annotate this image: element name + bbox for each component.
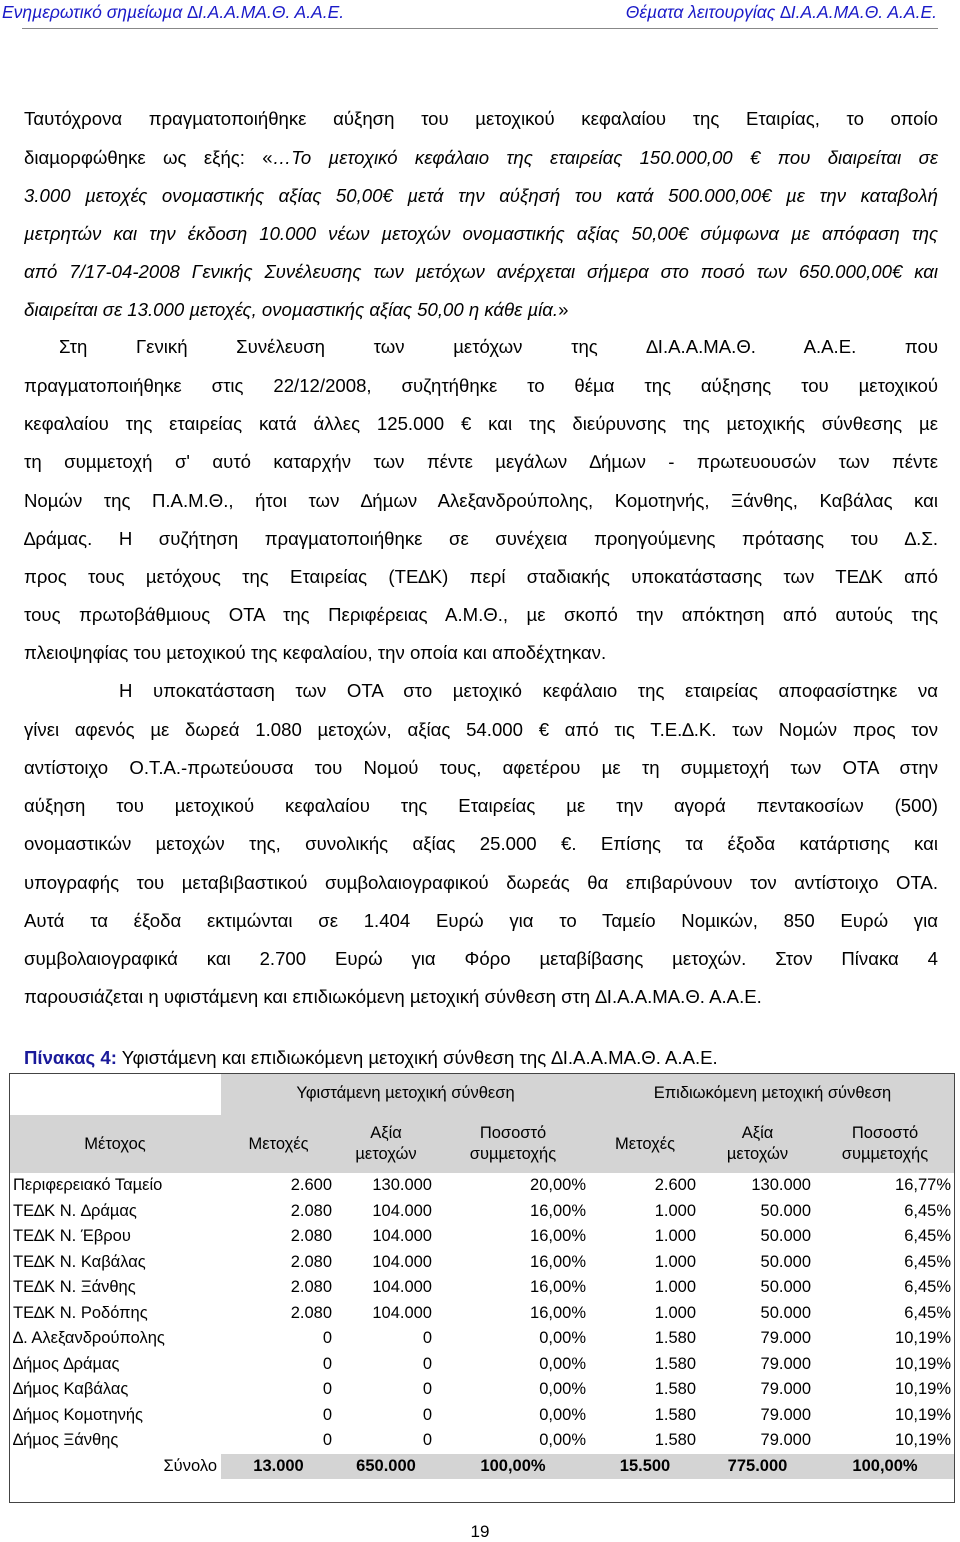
table-total-row: [9, 1454, 955, 1480]
col-header-pct-target: [815, 1115, 955, 1173]
paragraph-2-line-9: πλειοψηφίας του µετοχικού της κεφαλαίου, την οποία και αποδέχτηκαν.: [24, 642, 607, 663]
cell-holder: ΤΕ∆Κ Ν. Ροδόπης: [13, 1303, 148, 1322]
cell-holder: ∆. Αλεξανδρούπολης: [13, 1329, 165, 1347]
table-row: [9, 1352, 955, 1378]
cell-pct-target: 10,19%: [895, 1405, 951, 1424]
cell-shares-target: 1.580: [654, 1354, 696, 1373]
cell-shares-current: 0: [322, 1405, 332, 1424]
cell-value-target: 50.000: [760, 1201, 811, 1220]
col-header-value-target-line2: µετοχών: [726, 1145, 789, 1163]
cell-value-target: 79.000: [760, 1329, 811, 1347]
col-header-value-current-line2: µετοχών: [355, 1145, 417, 1163]
cell-value-target: 130.000: [751, 1176, 811, 1194]
paragraph-3-line-3: αντίστοιχο Ο.Τ.Α.-πρωτεύουσα του Νοµού τους, αφετέρου µε τη συµµετοχή των ΟΤΑ στην: [24, 757, 938, 778]
paragraph-3-line-8: συµβολαιογραφικά και 2.700 Ευρώ για Φόρο µεταβίβασης µετοχών. Στον Πίνακα 4: [24, 948, 938, 969]
cell-pct-current: 0,00%: [539, 1354, 586, 1373]
cell-pct-target: 10,19%: [895, 1431, 951, 1449]
table-row: [9, 1224, 955, 1250]
cell-shares-current: 0: [322, 1431, 332, 1449]
cell-value-target: 79.000: [760, 1405, 811, 1424]
col-header-pct-current: [436, 1115, 590, 1173]
paragraph-1-line-2: [24, 146, 938, 170]
col-header-pct-target-line2: συµµετοχής: [841, 1145, 929, 1163]
col-header-pct-current-line2: συµµετοχής: [469, 1145, 557, 1163]
table-caption-text: Υφιστάµενη και επιδιωκόµενη µετοχική σύνθεση της ∆Ι.Α.Α.ΜΑ.Θ. Α.Α.Ε.: [116, 1047, 718, 1068]
cell-pct-target: 10,19%: [895, 1380, 951, 1398]
table-column-header-row: [9, 1115, 955, 1173]
cell-pct-target: 6,45%: [904, 1227, 951, 1245]
cell-shares-target: 1.000: [654, 1227, 696, 1245]
cell-value-target: 79.000: [760, 1354, 811, 1373]
cell-value-current: 130.000: [372, 1176, 432, 1194]
total-shares-target: 15.500: [590, 1454, 700, 1480]
cell-holder: ∆ήµος ∆ράµας: [13, 1354, 120, 1373]
total-pct-target: 100,00%: [815, 1454, 955, 1480]
header-left-title: Ενηµερωτικό σηµείωµα ∆Ι.Α.Α.ΜΑ.Θ. Α.Α.Ε.: [2, 2, 345, 22]
cell-shares-target: 1.000: [654, 1201, 696, 1220]
p1-l6-italic: διαιρείται σε 13.000 µετοχές, ονοµαστικής αξίας 50,00 η κάθε µία.: [24, 299, 559, 320]
cell-shares-current: 2.080: [290, 1201, 332, 1220]
page-header: [0, 0, 960, 34]
total-value-target: 775.000: [700, 1454, 815, 1480]
cell-value-current: 0: [422, 1431, 432, 1449]
cell-shares-current: 0: [322, 1380, 332, 1398]
col-header-value-target-line1: Αξία: [741, 1124, 774, 1142]
cell-shares-current: 0: [322, 1354, 332, 1373]
table-group-header-row: [9, 1073, 955, 1115]
paragraph-2-line-7: προς τους µετόχους της Εταιρείας (ΤΕ∆Κ) περί σταδιακής υποκατάστασης των ΤΕ∆Κ από: [24, 566, 938, 587]
cell-pct-target: 10,19%: [895, 1329, 951, 1347]
total-value-current: 650.000: [336, 1454, 436, 1480]
cell-pct-current: 16,00%: [530, 1201, 586, 1220]
group-header-target: Επιδιωκόµενη µετοχική σύνθεση: [590, 1073, 955, 1115]
cell-holder: ∆ήµος Ξάνθης: [13, 1431, 119, 1449]
paragraph-3-line-9: παρουσιάζεται η υφιστάµενη και επιδιωκόµενη µετοχική σύνθεση στη ∆Ι.Α.Α.ΜΑ.Θ. Α.Α.Ε.: [24, 986, 762, 1007]
cell-pct-target: 6,45%: [904, 1252, 951, 1271]
table-caption: [24, 1047, 718, 1069]
cell-pct-target: 6,45%: [904, 1303, 951, 1322]
paragraph-1-line-6: [24, 298, 938, 322]
paragraph-2-line-4: τη συµµετοχή σ' αυτό καταρχήν των πέντε µεγάλων ∆ήµων - πρωτευουσών των πέντε: [24, 451, 938, 472]
cell-shares-current: 2.080: [290, 1278, 332, 1296]
cell-pct-current: 0,00%: [539, 1405, 586, 1424]
col-header-pct-current-line1: Ποσοστό: [479, 1124, 547, 1142]
paragraph-3-line-6: υπογραφής του µεταβιβαστικού συµβολαιογραφικού δωρεάς θα επιβαρύνουν τον αντίστοιχο ΟΤΑ.: [24, 872, 938, 893]
cell-value-target: 79.000: [760, 1431, 811, 1449]
cell-shares-target: 1.580: [654, 1405, 696, 1424]
col-header-shares-current: Μετοχές: [221, 1115, 336, 1173]
paragraph-1-line-5: από 7/17-04-2008 Γενικής Συνέλευσης των µετόχων ανέρχεται σήµερα στο ποσό των 650.000,00€ και: [24, 261, 938, 282]
cell-value-current: 104.000: [372, 1227, 432, 1245]
col-header-value-target: [700, 1115, 815, 1173]
total-pct-current: 100,00%: [436, 1454, 590, 1480]
paragraph-3-line-7: Αυτά τα έξοδα εκτιµώνται σε 1.404 Ευρώ για το Ταµείο Νοµικών, 850 Ευρώ για: [24, 910, 938, 931]
total-shares-current: 13.000: [221, 1454, 336, 1480]
table-row: [9, 1275, 955, 1301]
cell-holder: ∆ήµος Κοµοτηνής: [13, 1405, 143, 1424]
cell-shares-target: 1.580: [654, 1380, 696, 1398]
cell-pct-current: 16,00%: [530, 1303, 586, 1322]
cell-value-current: 104.000: [372, 1201, 432, 1220]
cell-value-target: 50.000: [760, 1252, 811, 1271]
table-row: [9, 1377, 955, 1403]
cell-shares-current: 0: [322, 1329, 332, 1347]
table-row: [9, 1403, 955, 1429]
col-header-value-current-line1: Αξία: [370, 1124, 402, 1142]
cell-pct-current: 16,00%: [530, 1227, 586, 1245]
cell-pct-target: 6,45%: [904, 1201, 951, 1220]
cell-pct-target: 6,45%: [904, 1278, 951, 1296]
table-row: [9, 1250, 955, 1276]
col-header-pct-target-line1: Ποσοστό: [851, 1124, 919, 1142]
group-header-current: Υφιστάµενη µετοχική σύνθεση: [221, 1073, 590, 1115]
cell-value-current: 104.000: [372, 1278, 432, 1296]
cell-value-target: 50.000: [760, 1303, 811, 1322]
table-caption-label: Πίνακας 4:: [24, 1047, 117, 1068]
table-row: [9, 1199, 955, 1225]
cell-shares-target: 1.580: [654, 1329, 696, 1347]
cell-shares-target: 2.600: [654, 1176, 696, 1194]
cell-value-current: 0: [422, 1405, 432, 1424]
col-header-value-current: [336, 1115, 436, 1173]
cell-pct-current: 0,00%: [539, 1329, 586, 1347]
cell-shares-target: 1.000: [654, 1278, 696, 1296]
header-rule: [22, 28, 938, 29]
cell-shares-current: 2.080: [290, 1252, 332, 1271]
cell-value-target: 50.000: [760, 1278, 811, 1296]
col-header-holder: Μέτοχος: [9, 1115, 221, 1173]
cell-holder: ΤΕ∆Κ Ν. Ξάνθης: [13, 1278, 136, 1296]
cell-holder: ΤΕ∆Κ Ν. Καβάλας: [13, 1252, 146, 1271]
cell-holder: ΤΕ∆Κ Ν. Έβρου: [13, 1227, 131, 1245]
cell-value-current: 104.000: [372, 1252, 432, 1271]
cell-pct-target: 16,77%: [895, 1176, 951, 1194]
table-row: [9, 1326, 955, 1352]
cell-shares-current: 2.080: [290, 1227, 332, 1245]
total-label: Σύνολο: [163, 1456, 217, 1475]
table-row: [9, 1428, 955, 1454]
cell-value-target: 50.000: [760, 1227, 811, 1245]
p1-l6-quote: »: [558, 299, 569, 320]
page-number: 19: [470, 1522, 490, 1541]
cell-value-current: 0: [422, 1354, 432, 1373]
paragraph-2-line-5: Νοµών της Π.Α.Μ.Θ., ήτοι των ∆ήµων Αλεξανδρούπολης, Κοµοτηνής, Ξάνθης, Καβάλας και: [24, 490, 938, 511]
cell-value-current: 0: [422, 1380, 432, 1398]
cell-value-target: 79.000: [760, 1380, 811, 1398]
cell-pct-current: 0,00%: [539, 1380, 586, 1398]
table-body: [9, 1173, 955, 1454]
cell-shares-target: 1.000: [654, 1303, 696, 1322]
header-right-title: Θέµατα λειτουργίας ∆Ι.Α.Α.ΜΑ.Θ. Α.Α.Ε.: [625, 2, 937, 22]
cell-pct-current: 0,00%: [539, 1431, 586, 1449]
paragraph-3-line-1: Η υποκατάσταση των ΟΤΑ στο µετοχικό κεφάλαιο της εταιρείας αποφασίστηκε να: [119, 680, 938, 701]
paragraph-1-line-4: µετρητών και την έκδοση 10.000 νέων µετοχών ονοµαστικής αξίας 50,00€ σύµφωνα µε απόφαση της: [24, 223, 938, 244]
cell-pct-current: 16,00%: [530, 1252, 586, 1271]
cell-shares-current: 2.600: [290, 1176, 332, 1194]
cell-pct-current: 16,00%: [530, 1278, 586, 1296]
paragraph-3-line-4: αύξηση του µετοχικού κεφαλαίου της Εταιρείας µε την αγορά πεντακοσίων (500): [24, 795, 938, 816]
cell-shares-target: 1.000: [654, 1252, 696, 1271]
cell-shares-target: 1.580: [654, 1431, 696, 1449]
paragraph-2-line-1: Στη Γενική Συνέλευση των µετόχων της ∆Ι.Α.Α.ΜΑ.Θ. Α.Α.Ε. που: [59, 336, 938, 357]
paragraph-3-line-2: γίνει αφενός µε δωρεά 1.080 µετοχών, αξίας 54.000 € από τις Τ.Ε.∆.Κ. των Νοµών προς τον: [24, 719, 938, 740]
p1-l2-normal: διαµορφώθηκε ως εξής: «: [24, 147, 273, 168]
p1-l2-italic: …Το µετοχικό κεφάλαιο της εταιρείας 150.000,00 € που διαιρείται σε: [272, 147, 939, 168]
paragraph-1-line-3: 3.000 µετοχές ονοµαστικής αξίας 50,00€ µετά την αύξησή του κατά 500.000,00€ µε την καταβολή: [24, 185, 938, 206]
paragraph-2-line-3: κεφαλαίου της εταιρείας κατά άλλες 125.000 € και της διεύρυνσης της µετοχικής σύνθεσης µε: [24, 413, 938, 434]
cell-pct-target: 10,19%: [895, 1354, 951, 1373]
paragraph-2-line-2: πραγµατοποιήθηκε στις 22/12/2008, συζητήθηκε το θέµα της αύξησης του µετοχικού: [24, 375, 938, 396]
cell-value-current: 0: [422, 1329, 432, 1347]
paragraph-2-line-6: ∆ράµας. Η συζήτηση πραγµατοποιήθηκε σε συνέχεια προηγούµενης πρότασης του ∆.Σ.: [24, 528, 938, 549]
cell-shares-current: 2.080: [290, 1303, 332, 1322]
paragraph-2-line-8: τους πρωτοβάθµιους ΟΤΑ της Περιφέρειας Α.Μ.Θ., µε σκοπό την απόκτηση από αυτούς της: [24, 604, 938, 625]
cell-pct-current: 20,00%: [530, 1176, 586, 1194]
cell-holder: ΤΕ∆Κ Ν. ∆ράµας: [13, 1201, 137, 1220]
cell-holder: Περιφερειακό Ταµείο: [13, 1176, 163, 1194]
col-header-shares-target: Μετοχές: [590, 1115, 700, 1173]
paragraph-3-line-5: ονοµαστικών µετοχών της, συνολικής αξίας 25.000 €. Επίσης τα έξοδα κατάρτισης και: [24, 833, 938, 854]
paragraph-1-line-1: Ταυτόχρονα πραγµατοποιήθηκε αύξηση του µετοχικού κεφαλαίου της Εταιρίας, το οποίο: [24, 108, 938, 129]
table-row: [9, 1301, 955, 1327]
cell-holder: ∆ήµος Καβάλας: [13, 1380, 129, 1398]
shareholder-table: [9, 1073, 955, 1479]
cell-value-current: 104.000: [372, 1303, 432, 1322]
table-row: [9, 1173, 955, 1199]
